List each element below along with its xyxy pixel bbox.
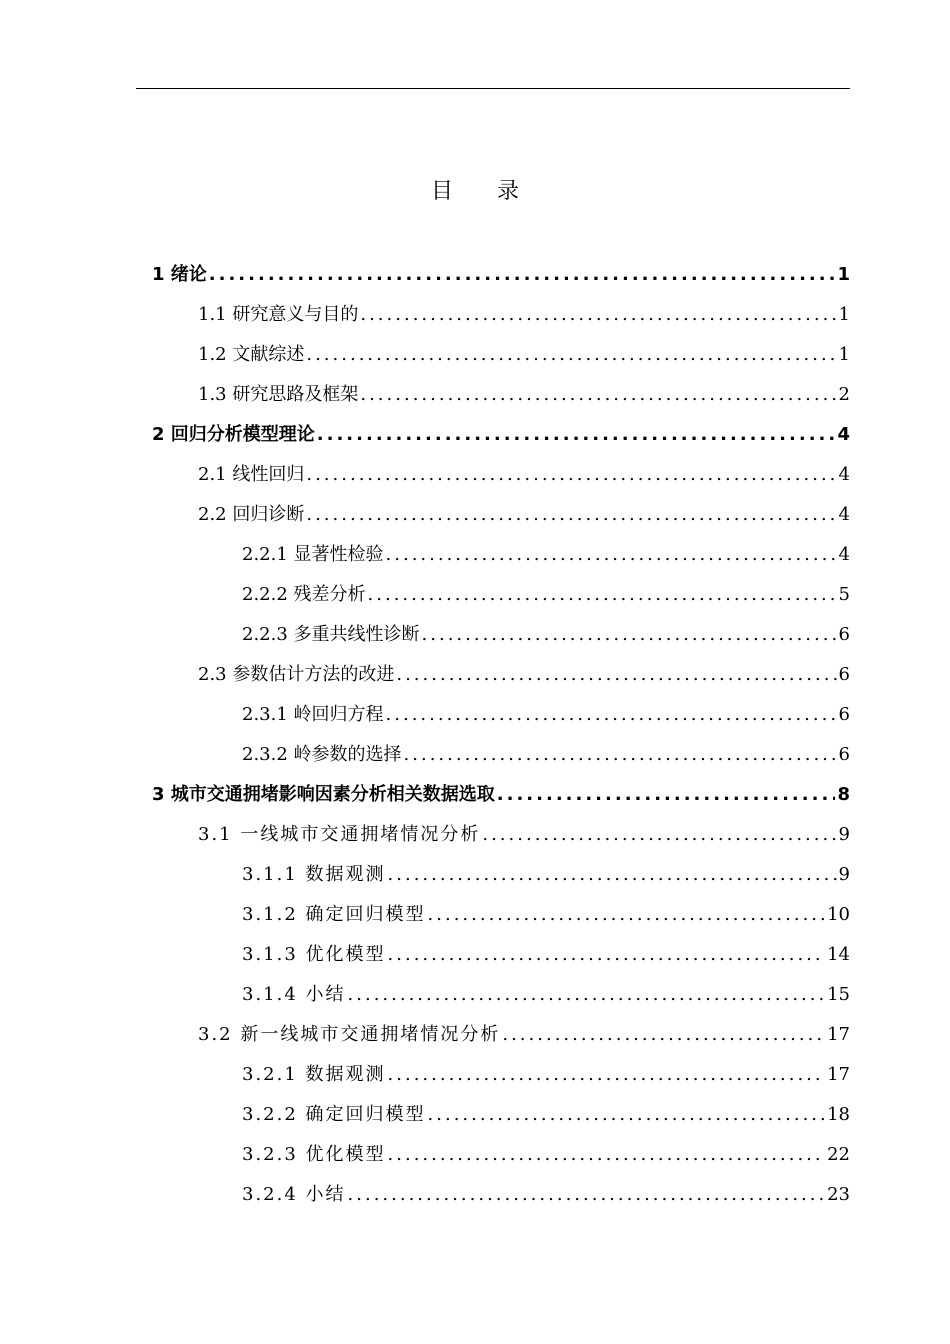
toc-dot-leader — [428, 895, 826, 935]
toc-entry-page: 4 — [838, 464, 850, 485]
toc-entry[interactable] — [152, 815, 850, 855]
toc-dot-leader — [482, 815, 836, 855]
toc-entry-title: 2 回归分析模型理论 — [152, 424, 315, 445]
toc-entry[interactable] — [152, 655, 850, 695]
toc-entry-title: 1.3 研究思路及框架 — [198, 384, 359, 405]
toc-dot-leader — [388, 1135, 826, 1175]
toc-entry[interactable] — [152, 495, 850, 535]
toc-dot-leader — [386, 535, 837, 575]
toc-entry[interactable] — [152, 855, 850, 895]
toc-entry[interactable] — [152, 735, 850, 775]
toc-entry-title: 2.2 回归诊断 — [198, 504, 305, 525]
toc-entry[interactable] — [152, 535, 850, 575]
toc-entry-title: 3.2 新一线城市交通拥堵情况分析 — [198, 1024, 501, 1045]
header-rule — [136, 88, 850, 89]
toc-entry[interactable] — [152, 615, 850, 655]
toc-dot-leader — [388, 855, 837, 895]
toc-entry-title: 2.3 参数估计方法的改进 — [198, 664, 395, 685]
toc-entry-page: 9 — [838, 864, 850, 885]
toc-entry-page: 1 — [837, 264, 850, 285]
toc-entry[interactable] — [152, 895, 850, 935]
toc-entry-page: 15 — [827, 984, 850, 1005]
toc-entry-title: 1.2 文献综述 — [198, 344, 305, 365]
toc-entry-title: 1 绪论 — [152, 264, 207, 285]
toc-entry-page: 10 — [827, 904, 850, 925]
toc-list — [152, 255, 850, 1215]
toc-entry-page: 14 — [827, 944, 850, 965]
toc-entry[interactable] — [152, 1055, 850, 1095]
toc-entry-title: 3.2.3 优化模型 — [242, 1144, 386, 1165]
toc-dot-leader — [360, 375, 836, 415]
toc-entry[interactable] — [152, 975, 850, 1015]
toc-entry[interactable] — [152, 255, 850, 295]
toc-entry-page: 1 — [838, 304, 850, 325]
toc-dot-leader — [386, 695, 837, 735]
toc-entry[interactable] — [152, 575, 850, 615]
toc-entry-title: 3.1.3 优化模型 — [242, 944, 386, 965]
toc-entry-page: 4 — [838, 544, 850, 565]
toc-entry-title: 2.2.1 显著性检验 — [242, 544, 384, 565]
toc-entry-title: 3.1.4 小结 — [242, 984, 346, 1005]
toc-entry-page: 2 — [838, 384, 850, 405]
toc-entry-title: 2.2.2 残差分析 — [242, 584, 366, 605]
toc-dot-leader — [306, 495, 836, 535]
toc-entry-page: 6 — [838, 624, 850, 645]
toc-entry[interactable] — [152, 1015, 850, 1055]
toc-entry-title: 3 城市交通拥堵影响因素分析相关数据选取 — [152, 784, 495, 805]
toc-entry-page: 6 — [838, 704, 850, 725]
toc-entry-page: 6 — [838, 664, 850, 685]
toc-entry[interactable] — [152, 415, 850, 455]
toc-entry-title: 1.1 研究意义与目的 — [198, 304, 359, 325]
toc-entry[interactable] — [152, 1175, 850, 1215]
toc-entry-title: 2.3.2 岭参数的选择 — [242, 744, 402, 765]
toc-entry-title: 3.1.2 确定回归模型 — [242, 904, 426, 925]
toc-dot-leader — [360, 295, 836, 335]
toc-entry[interactable] — [152, 695, 850, 735]
toc-entry-title: 3.1 一线城市交通拥堵情况分析 — [198, 824, 481, 845]
toc-entry[interactable] — [152, 775, 850, 815]
title-char-2: 录 — [497, 179, 520, 204]
title-char-1: 目 — [430, 179, 453, 204]
toc-entry-page: 8 — [837, 784, 850, 805]
toc-entry-page: 6 — [838, 744, 850, 765]
toc-entry[interactable] — [152, 935, 850, 975]
toc-entry[interactable] — [152, 1095, 850, 1135]
toc-dot-leader — [317, 415, 836, 455]
toc-entry-page: 17 — [827, 1064, 850, 1085]
toc-entry-title: 2.3.1 岭回归方程 — [242, 704, 384, 725]
toc-dot-leader — [404, 735, 837, 775]
toc-entry-title: 2.2.3 多重共线性诊断 — [242, 624, 420, 645]
toc-entry-title: 2.1 线性回归 — [198, 464, 305, 485]
toc-entry[interactable] — [152, 375, 850, 415]
toc-entry[interactable] — [152, 1135, 850, 1175]
toc-entry-page: 17 — [827, 1024, 850, 1045]
toc-entry-title: 3.2.2 确定回归模型 — [242, 1104, 426, 1125]
toc-entry[interactable] — [152, 455, 850, 495]
toc-entry-title: 3.2.1 数据观测 — [242, 1064, 386, 1085]
toc-dot-leader — [209, 255, 836, 295]
toc-dot-leader — [388, 1055, 826, 1095]
page-title — [0, 174, 950, 205]
toc-entry-page: 1 — [838, 344, 850, 365]
toc-entry-page: 4 — [838, 504, 850, 525]
toc-entry-page: 23 — [827, 1184, 850, 1205]
toc-dot-leader — [306, 335, 836, 375]
toc-dot-leader — [348, 975, 826, 1015]
toc-entry[interactable] — [152, 335, 850, 375]
toc-dot-leader — [396, 655, 836, 695]
toc-dot-leader — [388, 935, 826, 975]
toc-dot-leader — [497, 775, 836, 815]
toc-entry-title: 3.1.1 数据观测 — [242, 864, 386, 885]
toc-entry-page: 5 — [838, 584, 850, 605]
toc-entry[interactable] — [152, 295, 850, 335]
toc-dot-leader — [348, 1175, 826, 1215]
toc-dot-leader — [422, 615, 837, 655]
toc-entry-page: 4 — [837, 424, 850, 445]
toc-dot-leader — [428, 1095, 826, 1135]
toc-entry-page: 22 — [827, 1144, 850, 1165]
toc-dot-leader — [306, 455, 836, 495]
toc-dot-leader — [502, 1015, 825, 1055]
toc-entry-title: 3.2.4 小结 — [242, 1184, 346, 1205]
toc-entry-page: 18 — [827, 1104, 850, 1125]
toc-dot-leader — [368, 575, 837, 615]
toc-entry-page: 9 — [838, 824, 850, 845]
